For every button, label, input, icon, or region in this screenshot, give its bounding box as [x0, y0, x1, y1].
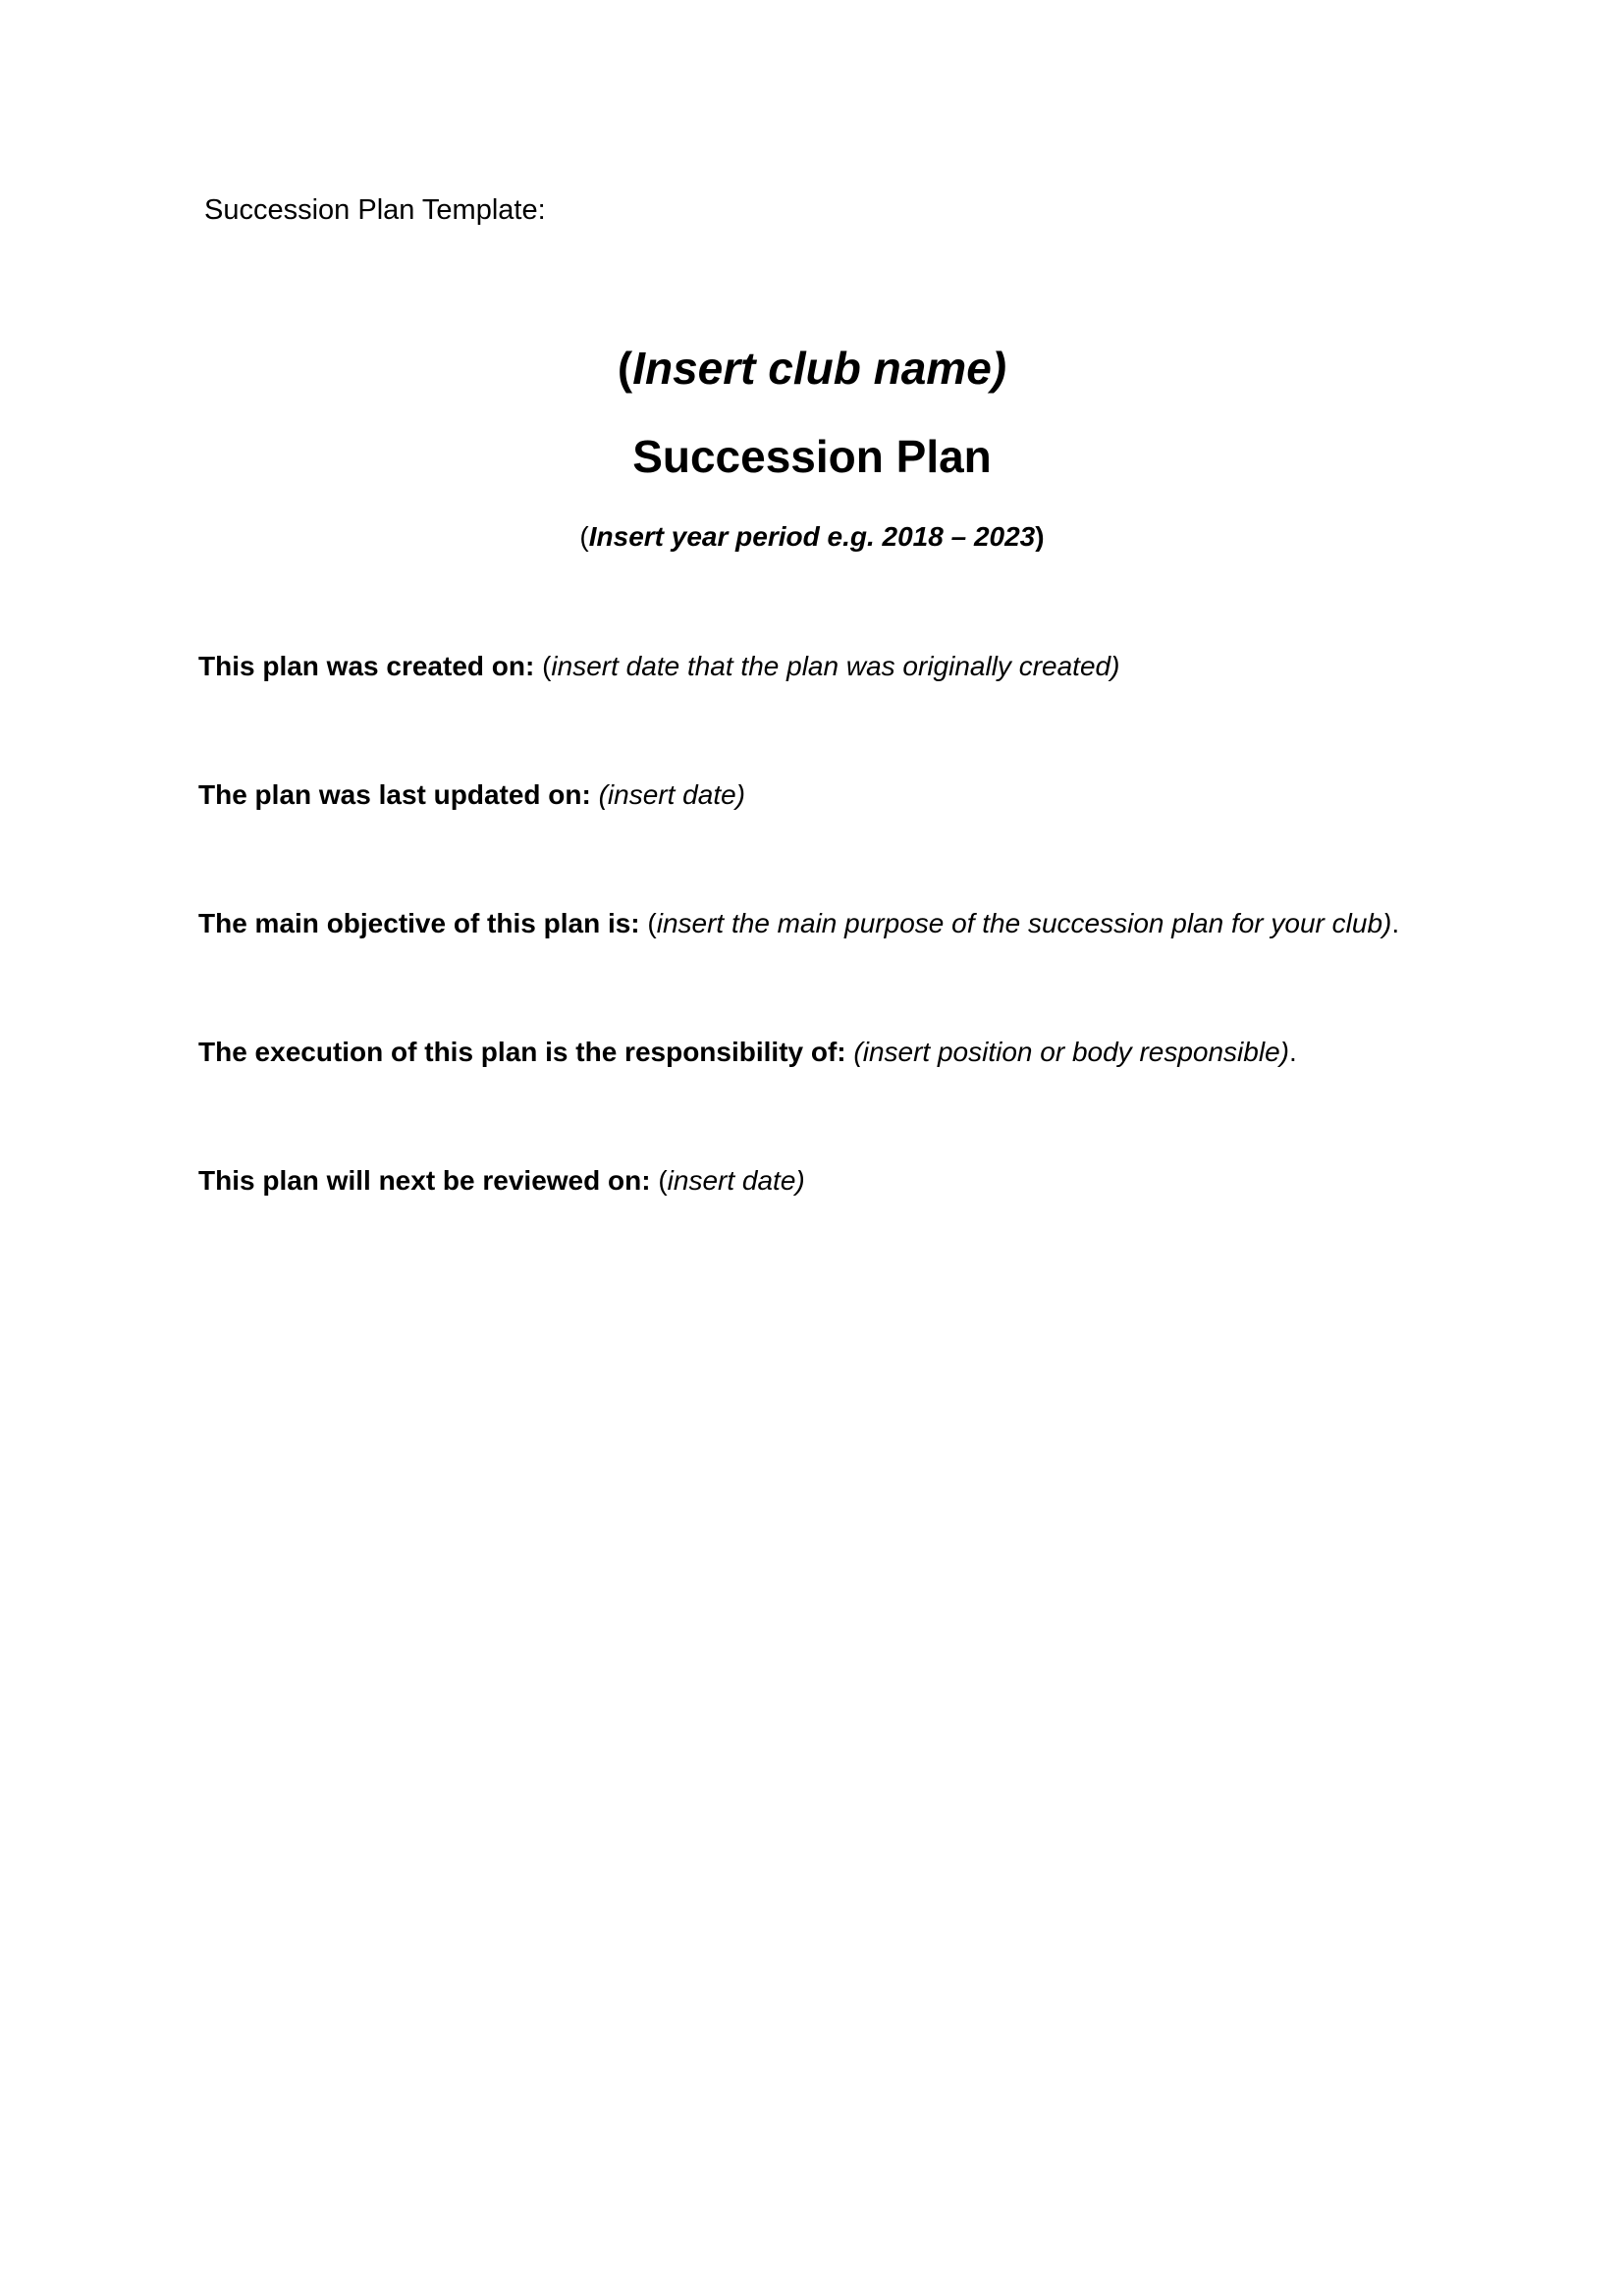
year-period-open-paren: ( — [579, 521, 589, 552]
field-value: (insert date) — [598, 779, 746, 810]
club-name-heading — [0, 338, 1624, 399]
field-label: This plan was created on: — [198, 651, 543, 681]
year-period — [0, 517, 1624, 557]
field-value: insert the main purpose of the succession plan for your club) — [656, 908, 1392, 938]
field-open-paren: ( — [658, 1165, 668, 1196]
field-open-paren: ( — [647, 908, 657, 938]
field-created-on — [198, 647, 1119, 686]
field-close-period: . — [1288, 1037, 1297, 1067]
field-close-period: . — [1391, 908, 1400, 938]
field-open-paren: ( — [542, 651, 552, 681]
field-main-objective — [198, 904, 1399, 943]
field-value: (insert position or body responsible) — [853, 1037, 1289, 1067]
year-period-text: Insert year period e.g. 2018 – 2023 — [588, 521, 1036, 552]
field-responsibility — [198, 1033, 1297, 1072]
field-label: The plan was last updated on: — [198, 779, 599, 810]
field-label: The execution of this plan is the responsibility of: — [198, 1037, 854, 1067]
field-value: insert date that the plan was originally created) — [551, 651, 1120, 681]
plan-title: Succession Plan — [632, 431, 992, 482]
club-name-open-paren: ( — [617, 343, 633, 394]
club-name-text: Insert club name) — [632, 343, 1007, 394]
year-period-close-paren: ) — [1035, 521, 1045, 552]
field-label: This plan will next be reviewed on: — [198, 1165, 659, 1196]
field-value: insert date) — [667, 1165, 805, 1196]
template-label: Succession Plan Template: — [204, 194, 546, 226]
field-label: The main objective of this plan is: — [198, 908, 648, 938]
field-next-review — [198, 1161, 805, 1201]
field-last-updated — [198, 775, 745, 815]
